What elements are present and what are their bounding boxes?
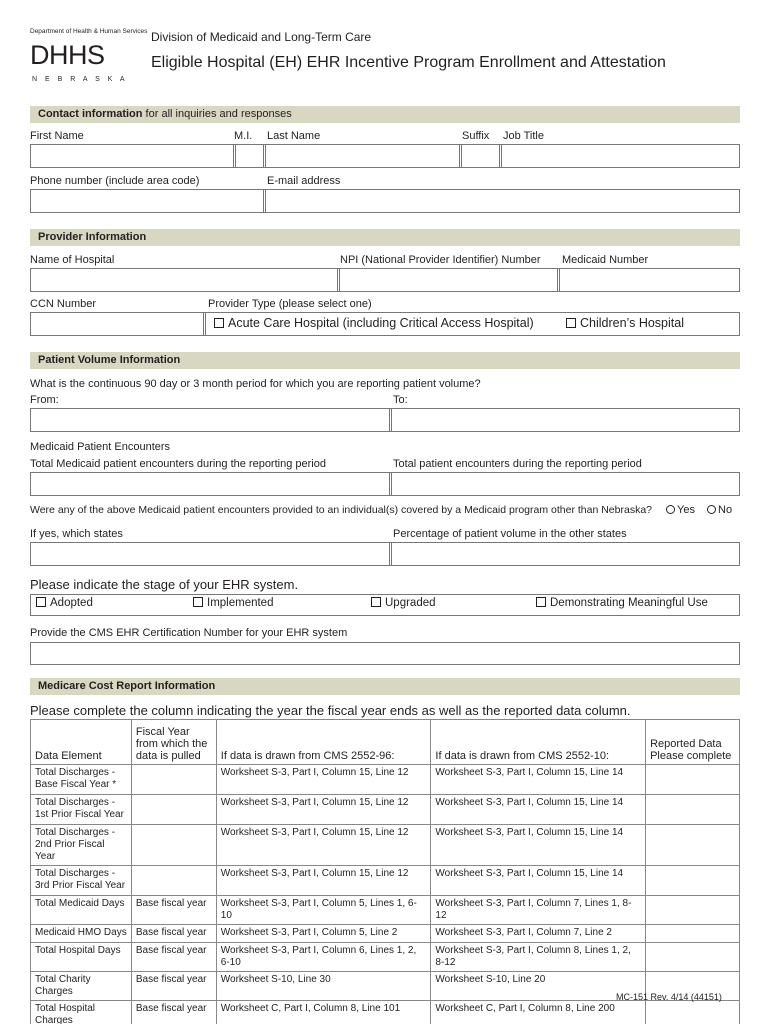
- data-element-cell: [31, 825, 132, 866]
- divider: [389, 409, 392, 431]
- other-states-row: [30, 542, 740, 566]
- npi-label: NPI (National Provider Identifier) Number: [340, 254, 541, 266]
- cms-96-cell: Worksheet S-3, Part I, Column 15, Line 12: [216, 795, 431, 825]
- element-line: 2nd Prior Fiscal Year: [35, 839, 105, 862]
- table-row: [31, 866, 740, 896]
- other-program-question: Were any of the above Medicaid patient encounters provided to an individual(s) covered by a Medicaid program other than Nebraska?: [30, 504, 652, 516]
- element-line: Total Discharges -: [35, 827, 116, 838]
- element-line: Total Discharges -: [35, 797, 116, 808]
- hospital-name-label: Name of Hospital: [30, 254, 115, 266]
- data-element-cell: Total Hospital Days: [31, 943, 132, 972]
- provider-section-heading: Provider Information: [30, 229, 740, 246]
- stage-implemented-option[interactable]: [193, 597, 273, 609]
- data-element-cell: [31, 795, 132, 825]
- reported-header-line: Please complete: [650, 750, 732, 762]
- email-input[interactable]: [267, 190, 739, 212]
- which-states-label: If yes, which states: [30, 528, 123, 540]
- last-name-input[interactable]: [267, 145, 459, 167]
- cms-96-cell: Worksheet S-3, Part I, Column 15, Line 12: [216, 765, 431, 795]
- divider: [389, 473, 392, 495]
- cms-10-cell: Worksheet S-3, Part I, Column 15, Line 14: [431, 795, 646, 825]
- fiscal-year-cell: Base fiscal year: [131, 925, 216, 943]
- divider: [459, 145, 462, 167]
- data-element-cell: [31, 866, 132, 896]
- cms-10-cell: Worksheet C, Part I, Column 8, Line 200: [431, 1001, 646, 1024]
- contact-section-heading: [30, 106, 740, 123]
- fiscal-year-header-line: data is pulled: [135, 750, 201, 762]
- contact-phone-row: [30, 189, 740, 213]
- cms-10-cell: Worksheet S-3, Part I, Column 7, Line 2: [431, 925, 646, 943]
- yes-radio[interactable]: [666, 505, 675, 514]
- no-radio[interactable]: [707, 505, 716, 514]
- table-row: [31, 943, 740, 972]
- element-line: Total Discharges -: [35, 767, 116, 778]
- table-row: [31, 896, 740, 925]
- cms-96-cell: Worksheet S-3, Part I, Column 15, Line 12: [216, 866, 431, 896]
- divider: [499, 145, 502, 167]
- stage-meaningful-use-option[interactable]: [536, 597, 708, 609]
- contact-heading-bold: Contact information: [38, 108, 143, 120]
- cms-96-cell: Worksheet S-3, Part I, Column 6, Lines 1, 2, 6-10: [216, 943, 431, 972]
- from-date-input[interactable]: [31, 409, 389, 431]
- stage-adopted-checkbox[interactable]: [36, 597, 46, 607]
- fiscal-year-header-line: from which the: [135, 738, 208, 750]
- fiscal-year-input[interactable]: [131, 795, 216, 825]
- childrens-hospital-checkbox[interactable]: [566, 318, 576, 328]
- reported-data-input[interactable]: [646, 896, 740, 925]
- stage-adopted-label: Adopted: [50, 597, 93, 609]
- patient-volume-section-heading: Patient Volume Information: [30, 352, 740, 369]
- cms-cert-label: Provide the CMS EHR Certification Number for your EHR system: [30, 627, 348, 639]
- cms-10-cell: Worksheet S-3, Part I, Column 15, Line 14: [431, 866, 646, 896]
- table-row: [31, 925, 740, 943]
- fiscal-year-cell: Base fiscal year: [131, 943, 216, 972]
- table-row: [31, 825, 740, 866]
- to-date-input[interactable]: [393, 409, 739, 431]
- acute-care-option[interactable]: [214, 316, 534, 330]
- cms-10-cell: Worksheet S-10, Line 20: [431, 972, 646, 1001]
- medicare-cost-table: [30, 719, 740, 1024]
- fiscal-year-cell: Base fiscal year: [131, 1001, 216, 1024]
- ehr-stage-label: Please indicate the stage of your EHR system.: [30, 577, 299, 592]
- phone-label: Phone number (include area code): [30, 175, 200, 187]
- form-id: MC-151 Rev. 4/14 (44151): [616, 992, 722, 1002]
- logo-state-text: N E B R A S K A: [32, 76, 128, 83]
- divider: [337, 269, 340, 291]
- element-line: Base Fiscal Year *: [35, 779, 117, 790]
- fiscal-year-input[interactable]: [131, 866, 216, 896]
- total-medicaid-encounters-input[interactable]: [31, 473, 389, 495]
- data-element-cell: Total Medicaid Days: [31, 896, 132, 925]
- cms-96-header: If data is drawn from CMS 2552-96:: [216, 720, 431, 765]
- fiscal-year-cell: Base fiscal year: [131, 896, 216, 925]
- divider: [389, 543, 392, 565]
- fiscal-year-input[interactable]: [131, 825, 216, 866]
- element-line: Total Discharges -: [35, 868, 116, 879]
- contact-name-row: [30, 144, 740, 168]
- reported-data-input[interactable]: [646, 866, 740, 896]
- fiscal-year-header: [131, 720, 216, 765]
- cms-96-cell: Worksheet S-3, Part I, Column 5, Lines 1, 6-10: [216, 896, 431, 925]
- medicaid-number-input[interactable]: [561, 269, 739, 291]
- logo-main-text: DHHS: [30, 40, 105, 70]
- medicare-section-heading: Medicare Cost Report Information: [30, 678, 740, 695]
- ehr-stage-row: [30, 594, 740, 616]
- reported-data-input[interactable]: [646, 1001, 740, 1024]
- email-label: E-mail address: [267, 175, 341, 187]
- reported-data-header: [646, 720, 740, 765]
- pct-other-states-input[interactable]: [393, 543, 739, 565]
- stage-upgraded-checkbox[interactable]: [371, 597, 381, 607]
- data-element-cell: Total Hospital Charges: [31, 1001, 132, 1024]
- reporting-period-row: [30, 408, 740, 432]
- form-title: Eligible Hospital (EH) EHR Incentive Program Enrollment and Attestation: [151, 54, 666, 71]
- pct-other-states-label: Percentage of patient volume in the other states: [393, 528, 627, 540]
- job-title-input[interactable]: [503, 145, 739, 167]
- reporting-period-question: What is the continuous 90 day or 3 month period for which you are reporting patient volume?: [30, 378, 481, 390]
- table-row: [31, 795, 740, 825]
- table-header-row: [31, 720, 740, 765]
- ccn-input[interactable]: [31, 313, 203, 335]
- cms-96-cell: Worksheet C, Part I, Column 8, Line 101: [216, 1001, 431, 1024]
- provider-id-row: [30, 268, 740, 292]
- cms-10-header: If data is drawn from CMS 2552-10:: [431, 720, 646, 765]
- other-program-no[interactable]: [707, 504, 732, 516]
- total-patient-encounters-label: Total patient encounters during the reporting period: [393, 458, 642, 470]
- stage-upgraded-label: Upgraded: [385, 597, 436, 609]
- acute-care-label: Acute Care Hospital (including Critical Access Hospital): [228, 316, 534, 330]
- stage-upgraded-option[interactable]: [371, 597, 436, 609]
- medicare-instruction: Please complete the column indicating the year the fiscal year ends as well as the reported data column.: [30, 703, 631, 718]
- cms-10-cell: Worksheet S-3, Part I, Column 15, Line 14: [431, 765, 646, 795]
- element-line: 3rd Prior Fiscal Year: [35, 880, 126, 891]
- data-element-header: Data Element: [31, 720, 132, 765]
- stage-adopted-option[interactable]: [36, 597, 93, 609]
- divider: [263, 145, 266, 167]
- medicaid-number-label: Medicaid Number: [562, 254, 649, 266]
- phone-input[interactable]: [31, 190, 263, 212]
- cms-96-cell: Worksheet S-10, Line 30: [216, 972, 431, 1001]
- to-label: To:: [393, 394, 408, 406]
- reported-data-input[interactable]: [646, 825, 740, 866]
- first-name-input[interactable]: [31, 145, 233, 167]
- divider: [557, 269, 560, 291]
- divider: [203, 313, 206, 335]
- reported-data-input[interactable]: [646, 943, 740, 972]
- total-medicaid-encounters-label: Total Medicaid patient encounters during the reporting period: [30, 458, 326, 470]
- dhhs-logo: [30, 28, 148, 88]
- reported-data-input[interactable]: [646, 765, 740, 795]
- encounters-row: [30, 472, 740, 496]
- suffix-label: Suffix: [462, 130, 490, 142]
- division-name: Division of Medicaid and Long-Term Care: [151, 30, 372, 44]
- table-row: [31, 1001, 740, 1024]
- element-line: 1st Prior Fiscal Year: [35, 809, 124, 820]
- job-title-label: Job Title: [503, 130, 544, 142]
- stage-implemented-checkbox[interactable]: [193, 597, 203, 607]
- ccn-label: CCN Number: [30, 298, 97, 310]
- which-states-input[interactable]: [31, 543, 389, 565]
- npi-input[interactable]: [341, 269, 557, 291]
- yes-label: Yes: [677, 504, 695, 516]
- fiscal-year-cell: Base fiscal year: [131, 972, 216, 1001]
- reported-data-input[interactable]: [646, 925, 740, 943]
- fiscal-year-header-line: Fiscal Year: [135, 726, 190, 738]
- last-name-label: Last Name: [267, 130, 321, 142]
- cms-10-cell: Worksheet S-3, Part I, Column 7, Lines 1, 8-12: [431, 896, 646, 925]
- mi-label: M.I.: [234, 130, 253, 142]
- divider: [233, 145, 236, 167]
- from-label: From:: [30, 394, 59, 406]
- childrens-hospital-option[interactable]: [566, 316, 684, 330]
- cms-96-cell: Worksheet S-3, Part I, Column 15, Line 12: [216, 825, 431, 866]
- reported-data-input[interactable]: [646, 795, 740, 825]
- first-name-label: First Name: [30, 130, 84, 142]
- logo-dept-text: Department of Health & Human Services: [30, 28, 148, 35]
- provider-type-row: [30, 312, 740, 336]
- childrens-hospital-label: Children’s Hospital: [580, 316, 684, 330]
- cms-10-cell: Worksheet S-3, Part I, Column 8, Lines 1, 2, 8-12: [431, 943, 646, 972]
- stage-implemented-label: Implemented: [207, 597, 274, 609]
- cms-10-cell: Worksheet S-3, Part I, Column 15, Line 14: [431, 825, 646, 866]
- total-patient-encounters-input[interactable]: [393, 473, 739, 495]
- divider: [263, 190, 266, 212]
- cms-96-cell: Worksheet S-3, Part I, Column 5, Line 2: [216, 925, 431, 943]
- contact-heading-suffix: for all inquiries and responses: [142, 108, 292, 120]
- cms-cert-input[interactable]: [30, 642, 740, 665]
- mi-input[interactable]: [237, 145, 263, 167]
- table-row: [31, 765, 740, 795]
- encounters-heading: Medicaid Patient Encounters: [30, 441, 171, 453]
- suffix-input[interactable]: [463, 145, 499, 167]
- data-element-cell: Medicaid HMO Days: [31, 925, 132, 943]
- provider-type-label: Provider Type (please select one): [208, 298, 372, 310]
- hospital-name-input[interactable]: [31, 269, 337, 291]
- fiscal-year-input[interactable]: [131, 765, 216, 795]
- data-element-cell: Total Charity Charges: [31, 972, 132, 1001]
- data-element-cell: [31, 765, 132, 795]
- acute-care-checkbox[interactable]: [214, 318, 224, 328]
- other-program-yes[interactable]: [666, 504, 695, 516]
- reported-header-line: Reported Data: [650, 738, 722, 750]
- no-label: No: [718, 504, 733, 516]
- stage-meaningful-use-checkbox[interactable]: [536, 597, 546, 607]
- stage-meaningful-use-label: Demonstrating Meaningful Use: [550, 597, 708, 609]
